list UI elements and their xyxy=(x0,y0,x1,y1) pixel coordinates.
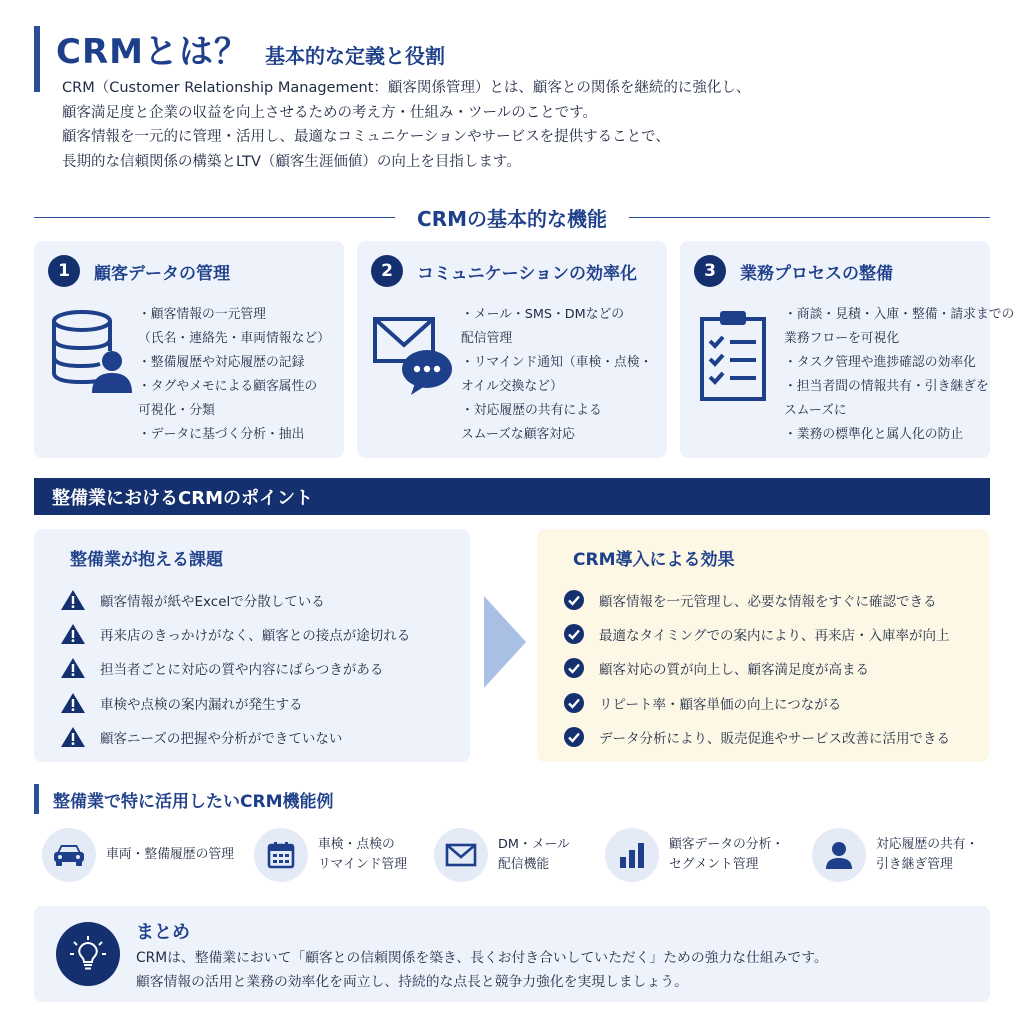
feature-label xyxy=(318,835,407,875)
check-circle-icon xyxy=(563,623,585,645)
issue-text: 顧客情報が紙やExcelで分散している xyxy=(100,594,325,611)
check-circle-icon xyxy=(563,726,585,748)
feature-icon-circle xyxy=(434,828,488,882)
effect-text: 顧客情報を一元管理し、必要な情報をすぐに確認できる xyxy=(599,594,937,611)
list-item: 配信管理 xyxy=(461,331,513,346)
list-item: ・メール・SMS・DMなどの xyxy=(461,307,625,322)
clipboard-checklist-icon xyxy=(694,307,782,403)
mail-icon xyxy=(445,843,477,867)
issue-item xyxy=(60,651,410,685)
effect-text: リピート率・顧客単価の向上につながる xyxy=(599,696,842,713)
feature-icon-circle xyxy=(605,828,659,882)
summary-title: まとめ xyxy=(136,922,190,943)
feature-item-reminder xyxy=(254,826,407,884)
check-circle-icon xyxy=(563,657,585,679)
summary-line: CRMは、整備業において「顧客との信頼関係を築き、長くお付き合いしていただく」ための強力な仕組みです。 xyxy=(136,950,828,966)
page-subtitle: 基本的な定義と役割 xyxy=(264,44,445,68)
features-heading-text: 整備業で特に活用したいCRM機能例 xyxy=(53,791,334,812)
feature-label-line: リマインド管理 xyxy=(318,857,408,872)
feature-label xyxy=(876,835,978,875)
card-number: 2 xyxy=(371,255,403,287)
effects-list xyxy=(563,583,950,754)
summary-box xyxy=(34,906,990,1002)
effect-text: 最適なタイミングでの案内により、再来店・入庫率が向上 xyxy=(599,628,950,645)
feature-label-line: 引き継ぎ管理 xyxy=(876,857,953,872)
effect-text: データ分析により、販売促進やサービス改善に活用できる xyxy=(599,730,950,747)
issue-text: 車検や点検の案内漏れが発生する xyxy=(100,696,303,713)
effect-item xyxy=(563,651,950,685)
feature-label-line: 顧客データの分析・ xyxy=(669,837,785,852)
list-item: ・整備履歴や対応履歴の記録 xyxy=(138,355,305,370)
mail-chat-icon xyxy=(371,307,459,403)
feature-icon-circle xyxy=(42,828,96,882)
effect-item xyxy=(563,617,950,651)
lightbulb-icon xyxy=(68,934,108,974)
warning-icon xyxy=(60,692,86,714)
warning-icon xyxy=(60,726,86,748)
feature-label-line: DM・メール xyxy=(498,837,570,852)
issues-list xyxy=(60,583,410,754)
points-band: 整備業におけるCRMのポイント xyxy=(34,478,990,515)
issue-item xyxy=(60,686,410,720)
list-item: ・タスク管理や進捗確認の効率化 xyxy=(784,355,976,370)
functions-heading xyxy=(34,200,990,234)
warning-icon xyxy=(60,589,86,611)
summary-text xyxy=(136,946,828,994)
issue-item xyxy=(60,720,410,754)
card-title: 業務プロセスの整備 xyxy=(740,263,893,284)
summary-line: 顧客情報の活用と業務の効率化を両立し、持続的な点長と競争力強化を実現しましょう。 xyxy=(136,974,688,990)
title-row xyxy=(56,24,994,73)
list-item: ・担当者間の情報共有・引き継ぎを xyxy=(784,379,989,394)
card-item-list xyxy=(461,303,652,447)
feature-label-line: 対応履歴の共有・ xyxy=(876,837,979,852)
page-title: CRMとは？ xyxy=(56,32,249,72)
feature-label-line: 配信機能 xyxy=(498,857,550,872)
effect-item xyxy=(563,686,950,720)
card-item-list xyxy=(138,303,330,447)
feature-label-line: セグメント管理 xyxy=(669,857,759,872)
effect-item xyxy=(563,583,950,617)
feature-label xyxy=(669,835,784,875)
card-number: 1 xyxy=(48,255,80,287)
issue-text: 顧客ニーズの把握や分析ができていない xyxy=(100,730,343,747)
list-item: オイル交換など） xyxy=(461,379,563,394)
card-header xyxy=(694,255,893,287)
title-accent-bar xyxy=(34,26,40,92)
effect-item xyxy=(563,720,950,754)
divider xyxy=(34,217,395,218)
features-accent-bar xyxy=(34,784,39,814)
title-block xyxy=(34,24,994,73)
feature-icon-circle xyxy=(254,828,308,882)
feature-label xyxy=(106,845,234,865)
effect-text: 顧客対応の質が向上し、顧客満足度が高まる xyxy=(599,662,869,679)
issue-item xyxy=(60,583,410,617)
function-card-data xyxy=(34,241,344,458)
arrow-right-icon xyxy=(482,594,528,690)
list-item: ・タグやメモによる顧客属性の xyxy=(138,379,318,394)
card-header xyxy=(48,255,230,287)
feature-label xyxy=(498,835,570,875)
feature-list xyxy=(42,826,992,884)
card-item-list xyxy=(784,303,1014,447)
feature-icon-circle xyxy=(812,828,866,882)
calendar-icon xyxy=(266,840,296,870)
feature-label-line: 車両・整備履歴の管理 xyxy=(106,847,234,862)
warning-icon xyxy=(60,623,86,645)
list-item: 業務フローを可視化 xyxy=(784,331,900,346)
list-item: 可視化・分類 xyxy=(138,403,215,418)
divider xyxy=(629,217,990,218)
functions-heading-text: CRMの基本的な機能 xyxy=(417,206,607,231)
list-item: ・顧客情報の一元管理 xyxy=(138,307,266,322)
bar-chart-icon xyxy=(617,841,647,869)
feature-item-dm-mail xyxy=(434,826,570,884)
card-header xyxy=(371,255,637,287)
features-heading xyxy=(34,784,534,814)
list-item: ・業務の標準化と属人化の防止 xyxy=(784,427,964,442)
list-item: ・商談・見積・入庫・整備・請求までの xyxy=(784,307,1015,322)
warning-icon xyxy=(60,657,86,679)
intro-line: 長期的な信頼関係の構築とLTV（顧客生涯価値）の向上を目指します。 xyxy=(62,153,521,170)
issue-text: 担当者ごとに対応の質や内容にばらつきがある xyxy=(100,662,384,679)
effects-title: CRM導入による効果 xyxy=(573,550,735,570)
card-title: 顧客データの管理 xyxy=(94,263,230,284)
function-card-process xyxy=(680,241,1015,458)
function-cards xyxy=(34,241,1015,458)
feature-label-line: 車検・点検の xyxy=(318,837,395,852)
feature-item-vehicle xyxy=(42,826,234,884)
issues-panel xyxy=(34,529,470,762)
list-item: （氏名・連絡先・車両情報など） xyxy=(138,331,330,346)
database-user-icon xyxy=(48,307,136,403)
intro-line: 顧客情報を一元的に管理・活用し、最適なコミュニケーションやサービスを提供することで、 xyxy=(62,129,670,145)
card-number: 3 xyxy=(694,255,726,287)
issue-text: 再来店のきっかけがなく、顧客との接点が途切れる xyxy=(100,628,411,645)
check-circle-icon xyxy=(563,589,585,611)
feature-item-handover xyxy=(812,826,978,884)
person-icon xyxy=(825,840,853,870)
feature-item-analysis xyxy=(605,826,784,884)
issue-item xyxy=(60,617,410,651)
check-circle-icon xyxy=(563,692,585,714)
car-icon xyxy=(52,842,86,868)
issues-title: 整備業が抱える課題 xyxy=(70,550,223,570)
effects-panel xyxy=(537,529,989,762)
summary-icon-circle xyxy=(56,922,120,986)
card-title: コミュニケーションの効率化 xyxy=(417,263,637,284)
list-item: ・リマインド通知（車検・点検・ xyxy=(461,355,653,370)
list-item: スムーズな顧客対応 xyxy=(461,427,575,442)
list-item: ・対応履歴の共有による xyxy=(461,403,602,418)
function-card-communication xyxy=(357,241,667,458)
intro-text xyxy=(62,76,962,174)
intro-line: 顧客満足度と企業の収益を向上させるための考え方・仕組み・ツールのことです。 xyxy=(62,104,598,121)
list-item: スムーズに xyxy=(784,403,847,418)
list-item: ・データに基づく分析・抽出 xyxy=(138,427,305,442)
intro-line: CRM（Customer Relationship Management：顧客関係管理）とは、顧客との関係を継続的に強化し、 xyxy=(62,80,751,96)
